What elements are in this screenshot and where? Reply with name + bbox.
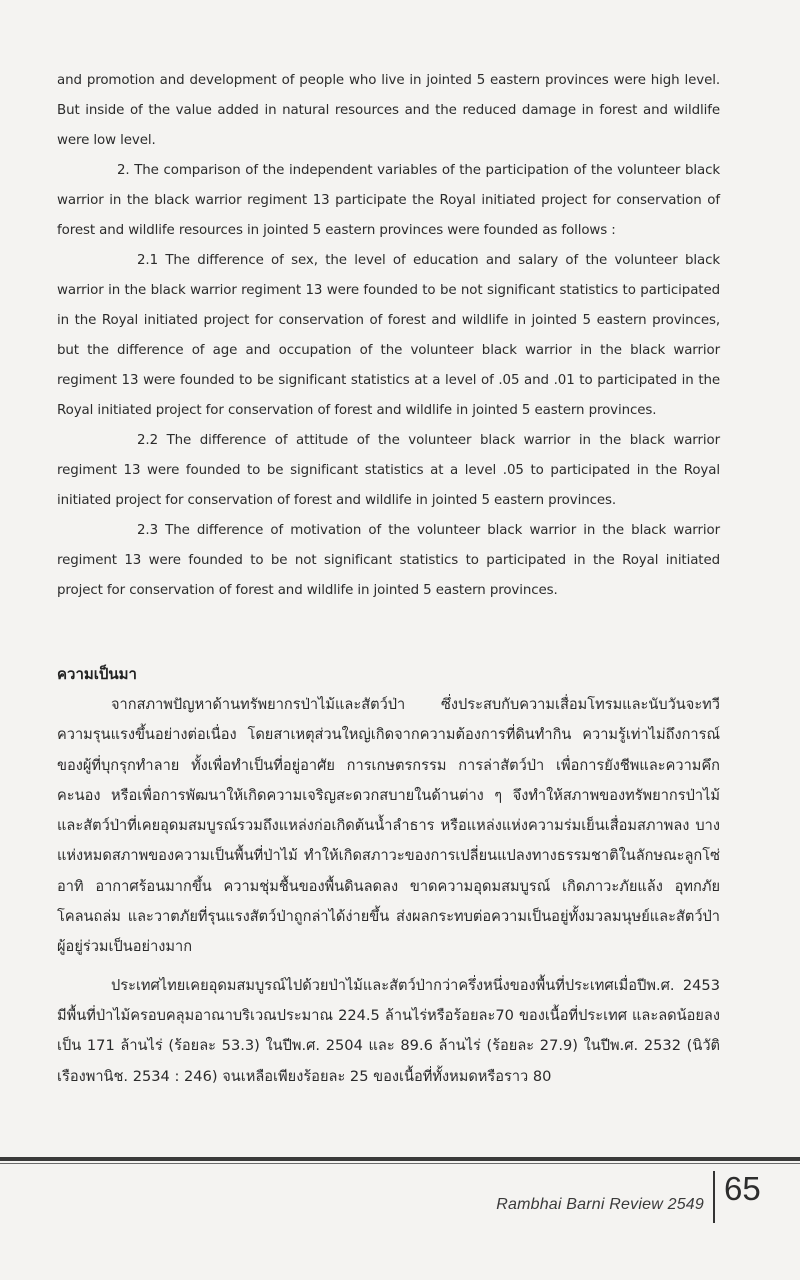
abstract-paragraph-1: and promotion and development of people who live in jointed 5 eastern provinces were high level. But inside of the value added in natural resources and the reduced damage in forest and wildlife were low level. — [57, 73, 720, 148]
thai-paragraph-1: จากสภาพปัญหาด้านทรัพยากรป่าไม้และสัตว์ป่า ซึ่งประสบกับความเสื่อมโทรมและนับวันจะทวีความรุนแรงขึ้นอย่างต่อเนื่อง โดยสาเหตุส่วนใหญ่เกิดจากความต้องการที่ดินทำกิน ความรู้เท่าไม่ถึงการณ์ของผู้ที่บุกรุกทำลาย ทั้งเพื่อทำเป็นที่อยู่อาศัย การเกษตรกรรม การล่าสัตว์ป่า เพื่อการยังชีพและความคึกคะนอง หรือเพื่อการพัฒนาให้เกิดความเจริญสะดวกสบายในด้านต่าง ๆ จึงทำให้สภาพของทรัพยากรป่าไม้ และสัตว์ป่าที่เคยอุดมสมบูรณ์รวมถึงแหล่งก่อเกิดต้นน้ำลำธาร หรือแหล่งแห่งความร่มเย็นเสื่อมสภาพลง บางแห่งหมดสภาพของความเป็นพื้นที่ป่าไม้ ทำให้เกิดสภาวะของการเปลี่ยนแปลงทางธรรมชาติในลักษณะลูกโซ่ อาทิ อากาศร้อนมากขึ้น ความชุ่มชื้นของพื้นดินลดลง ขาดความอุดมสมบูรณ์ เกิดภาวะภัยแล้ง อุทกภัย โคลนถล่ม และวาตภัยที่รุนแรงสัตว์ป่าถูกล่าได้ง่ายขึ้น ส่งผลกระทบต่อความเป็นอยู่ทั้งมวลมนุษย์และสัตว์ป่าผู้อยู่ร่วมเป็นอย่างมาก — [57, 696, 720, 956]
english-abstract — [57, 66, 720, 606]
footer-rule-thin — [0, 1163, 800, 1164]
section-heading: ความเป็นมา — [57, 665, 137, 683]
running-head: Rambhai Barni Review 2549 — [496, 1196, 704, 1213]
footer-rule — [0, 1157, 800, 1161]
abstract-paragraph-2-2: 2.2 The difference of attitude of the volunteer black warrior in the black warrior regiment 13 were founded to be significant statistics at a level .05 to participated in the Royal initiated project for conservation of forest and wildlife in jointed 5 eastern provinces. — [57, 433, 720, 508]
thai-body — [57, 690, 720, 1092]
page-number: 65 — [724, 1170, 761, 1207]
thai-paragraph-2: ประเทศไทยเคยอุดมสมบูรณ์ไปด้วยป่าไม้และสัตว์ป่ากว่าครึ่งหนึ่งของพื้นที่ประเทศเมื่อปีพ.ศ. 2453 มีพื้นที่ป่าไม้ครอบคลุมอาณาบริเวณประมาณ 224.5 ล้านไร่หรือร้อยละ70 ของเนื้อที่ประเทศ และลดน้อยลงเป็น 171 ล้านไร่ (ร้อยละ 53.3) ในปีพ.ศ. 2504 และ 89.6 ล้านไร่ (ร้อยละ 27.9) ในปีพ.ศ. 2532 (นิวัติ เรืองพานิช. 2534 : 246) จนเหลือเพียงร้อยละ 25 ของเนื้อที่ทั้งหมดหรือราว 80 — [57, 976, 720, 1085]
abstract-paragraph-2-1: 2.1 The difference of sex, the level of education and salary of the volunteer black warrior in the black warrior regiment 13 were founded to be not significant statistics to participated in the Royal initiated project for conservation of forest and wildlife in jointed 5 eastern provinces, but the difference of age and occupation of the volunteer black warrior in the black warrior regiment 13 were founded to be significant statistics at a level of .05 and .01 to participated in the Royal initiated project for conservation of forest and wildlife in jointed 5 eastern provinces. — [57, 253, 720, 418]
abstract-paragraph-2-3: 2.3 The difference of motivation of the volunteer black warrior in the black warrior regiment 13 were founded to be not significant statistics to participated in the Royal initiated project for conservation of forest and wildlife in jointed 5 eastern provinces. — [57, 523, 720, 598]
footer-divider — [713, 1171, 715, 1223]
abstract-paragraph-2: 2. The comparison of the independent variables of the participation of the volunteer black warrior in the black warrior regiment 13 participate the Royal initiated project for conservation of forest and wildlife resources in jointed 5 eastern provinces were founded as follows : — [57, 163, 720, 238]
